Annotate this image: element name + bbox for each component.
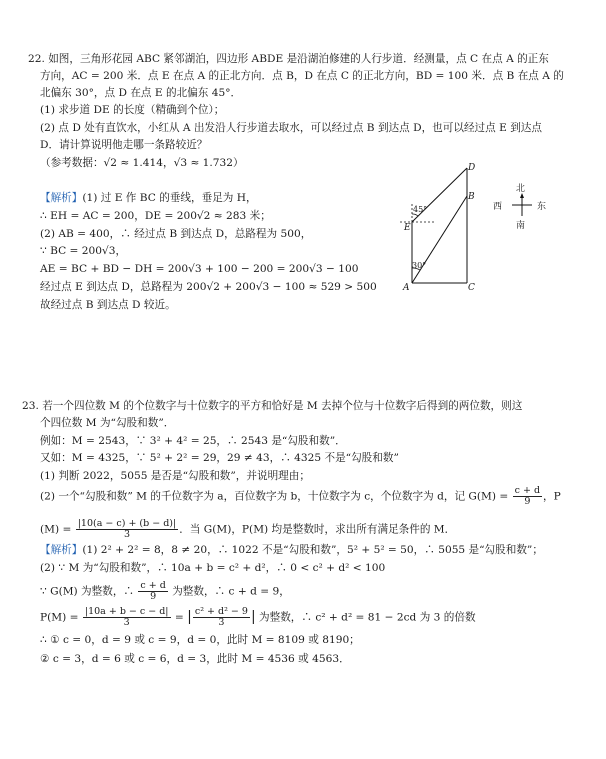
label-angle-45: 45°: [413, 205, 428, 214]
q22-stem-line-5: (2) 点 D 处有直饮水，小红从 A 出发沿人行步道去取水，可以经过点 B 到达点 D，也可以经过点 E 到达点: [40, 122, 542, 134]
label-d: D: [468, 163, 476, 173]
q23-g-denominator: 9: [524, 496, 531, 507]
q23-sol3-text-a: ∵ G(M) 为整数，∴: [40, 585, 135, 598]
q23-stem-line-5: (1) 判断 2022，5055 是否是“勾股和数”，并说明理由；: [40, 470, 310, 482]
q23-sol4-text-a: P(M) =: [40, 611, 79, 624]
q23-g-numerator: c + d: [514, 485, 541, 496]
q23-stem-line-3: 例如：M = 2543，∵ 3² + 4² = 25，∴ 2543 是“勾股和数”．: [40, 435, 346, 447]
q23-p-fraction: [76, 519, 178, 540]
q23-g-fraction: [513, 486, 542, 507]
q23-abs-right-bar: |: [250, 608, 256, 625]
q22-solution-line-7: 故经过点 B 到达点 D 较近。: [40, 299, 176, 311]
q23-sol4-text-b: 为整数，∴ c² + d² = 81 − 2cd 为 3 的倍数: [259, 611, 476, 624]
q23-part2-text-a: (2) 一个“勾股和数” M 的千位数字为 a，百位数字为 b，十位数字为 c，个位数字为 d，记 G(M) =: [40, 490, 509, 503]
q22-stem-line-7: （参考数据：√2 ≈ 1.414，√3 ≈ 1.732）: [40, 157, 244, 169]
q23-p-numerator: |10(a − c) + (b − d)|: [77, 518, 177, 529]
q22-stem-line-2: 方向，AC = 200 米．点 E 在点 A 的正北方向．点 B，D 在点 C 的正北方向，BD = 100 米．点 B 在点 A 的: [40, 70, 564, 82]
q23-sol3-text-b: 为整数，∴ c + d = 9，: [172, 585, 290, 598]
q23-solution-tag: 【解析】: [40, 544, 83, 556]
q23-sol4-equals: =: [174, 611, 184, 624]
compass-north: 北: [516, 184, 526, 194]
label-c: C: [468, 283, 475, 293]
q23-sol3-numerator: c + d: [140, 580, 166, 591]
q22-stem-line-1: 22. 如图，三角形花园 ABC 紧邻湖泊，四边形 ABDE 是沿湖泊修建的人行步道．经测量，点 C 在点 A 的正东: [28, 53, 549, 65]
q22-solution-line-4: ∵ BC = 200√3，: [40, 245, 127, 257]
compass-south: 南: [516, 221, 526, 231]
q23-stem-line-1: 23. 若一个四位数 M 的个位数字与十位数字的平方和恰好是 M 去掉个位与十位数字后得到的两位数，则这: [22, 400, 523, 412]
q23-solution-line-4: [40, 607, 476, 628]
q22-solution-tag: 【解析】: [40, 192, 83, 204]
q23-abs-left-bar: |: [187, 608, 192, 625]
q23-stem-line-2: 个四位数 M 为“勾股和数”．: [40, 417, 175, 429]
q23-solution-line-3: [40, 581, 290, 602]
label-angle-30: 30°: [412, 261, 427, 270]
q22-solution-line-2: ∴ EH = AC = 200，DE = 200√2 ≈ 283 米；: [40, 210, 271, 222]
q23-sol4-denominator-1: 3: [123, 617, 130, 628]
q23-part2-line-2: [40, 519, 455, 540]
q23-sol3-fraction: [138, 581, 167, 602]
q23-part2-text-b: ，P: [543, 490, 561, 503]
q23-sol4-denominator-2: 3: [218, 617, 225, 628]
q23-p-denominator: 3: [123, 529, 130, 540]
q22-stem-line-4: (1) 求步道 DE 的长度（精确到个位）；: [40, 104, 225, 116]
q23-solution-line-2: (2) ∵ M 为“勾股和数”，∴ 10a + b = c² + d²，∴ 0 < c² + d² < 100: [40, 562, 386, 574]
q23-sol4-fraction-1: [83, 607, 171, 628]
q22-stem-line-3: 北偏东 30°，点 D 在点 E 的北偏东 45°．: [40, 87, 242, 99]
q23-sol4-numerator-1: |10a + b − c − d|: [84, 606, 169, 617]
label-a: A: [403, 283, 410, 293]
q23-solution-line-6: ② c = 3，d = 6 或 c = 6，d = 3，此时 M = 4536 或 4563．: [40, 653, 350, 665]
q22-solution-text-1: (1) 过 E 作 BC 的垂线，垂足为 H，: [82, 192, 257, 204]
q23-sol3-denominator: 9: [150, 591, 157, 602]
q23-part2-line-1: [40, 486, 561, 507]
q23-sol4-fraction-2: [193, 607, 250, 628]
q23-solution-text-1: (1) 2² + 2² = 8，8 ≠ 20，∴ 1022 不是“勾股和数”，5² + 5² = 50，∴ 5055 是“勾股和数”；: [82, 544, 543, 556]
angle-arc-45: [412, 214, 418, 216]
q22-solution-line-1: [40, 191, 257, 205]
q22-solution-line-5: AE = BC + BD − DH = 200√3 + 100 − 200 = 200√3 − 100: [40, 263, 359, 275]
q23-part2-text-c: (M) =: [40, 523, 72, 536]
q23-sol4-numerator-2: c² + d² − 9: [194, 606, 248, 617]
q23-stem-line-4: 又如：M = 4325，∵ 5² + 2² = 29，29 ≠ 43，∴ 4325 不是“勾股和数”: [40, 452, 399, 464]
compass-rose-icon: [508, 193, 536, 217]
compass-west: 西: [493, 202, 503, 212]
q23-solution-line-5: ∴ ① c = 0，d = 9 或 c = 9，d = 0，此时 M = 8109 或 8190；: [40, 634, 360, 646]
q23-solution-line-1: [40, 543, 543, 557]
compass-east: 东: [537, 202, 547, 212]
q22-solution-line-3: (2) AB = 400，∴ 经过点 B 到达点 D，总路程为 500，: [40, 228, 312, 240]
label-e: E: [404, 223, 411, 233]
q22-solution-line-6: 经过点 E 到达点 D，总路程为 200√2 + 200√3 − 100 ≈ 529 > 500: [40, 281, 377, 293]
q22-stem-line-6: D．请计算说明他走哪一条路较近？: [40, 139, 208, 151]
label-b: B: [468, 192, 475, 202]
q23-part2-text-d: ．当 G(M)，P(M) 均是整数时，求出所有满足条件的 M．: [179, 523, 456, 536]
